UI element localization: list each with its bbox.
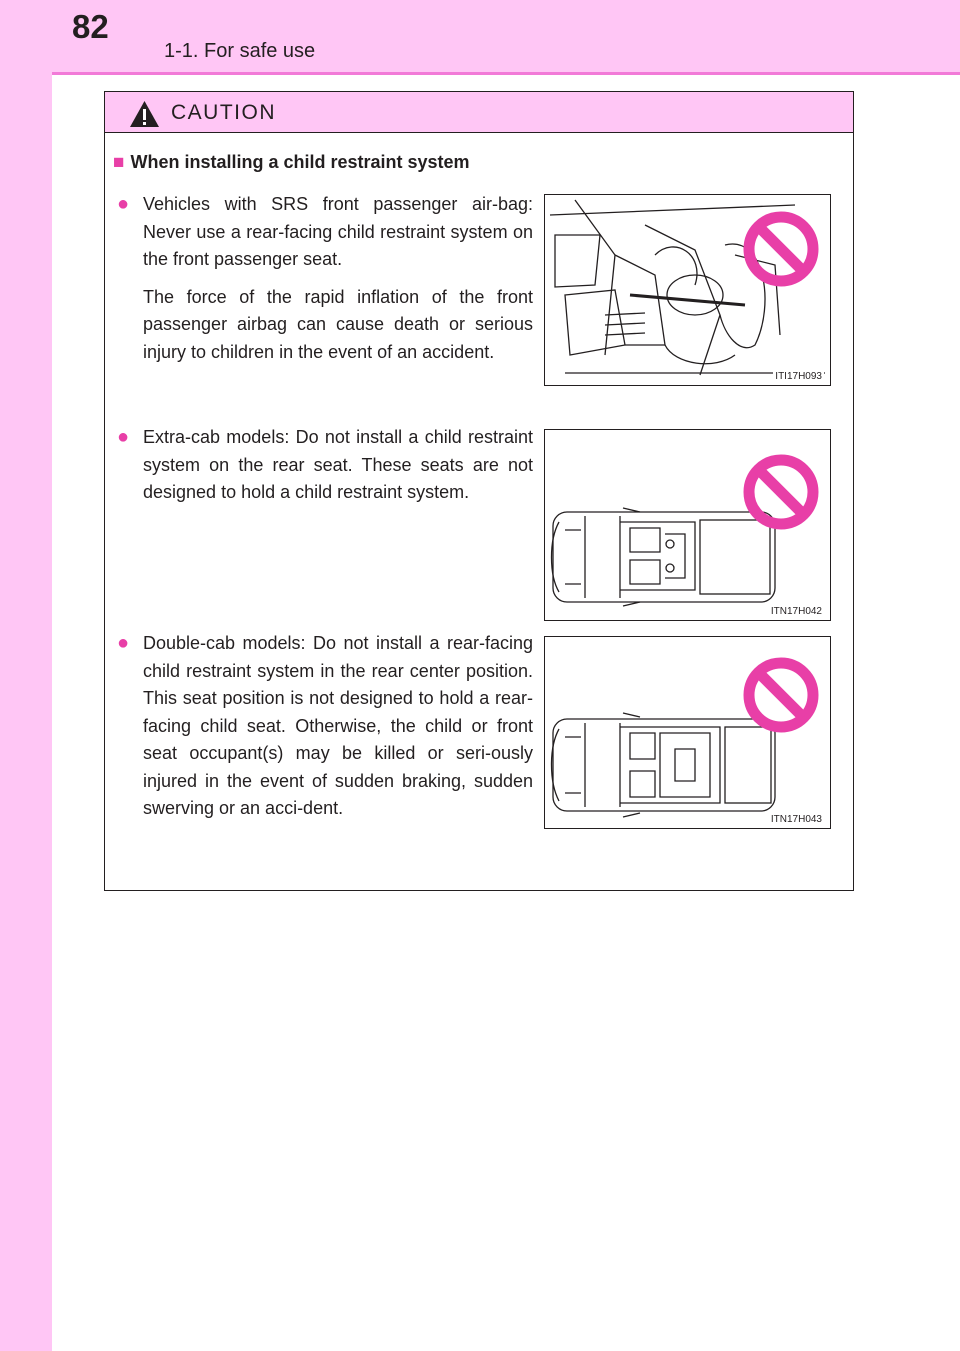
round-bullet-icon: ● [117, 426, 130, 448]
prohibited-icon [749, 460, 813, 524]
double-cab-topview-illustration [545, 637, 831, 829]
item-text: The force of the rapid inflation of the front passenger airbag can cause death or serious injury to children in the event of an accident. [143, 286, 533, 362]
page-number: 82 [72, 8, 109, 45]
figure-front-seat-airbag [544, 194, 831, 386]
caution-header [105, 92, 853, 133]
subheading-text: When installing a child restraint system [130, 152, 470, 172]
figure-code: ITN17H043 [770, 814, 822, 825]
item-text: Double-cab models: Do not install a rear-facing child restraint system in the rear center position. This seat position is not designed to hold a rear-facing child seat. Otherwise, the child or front seat occupant(s) may be killed or seri-ously injured in the event of sudden braking, sudden swerving or an acci-dent. [143, 633, 533, 818]
caution-title: CAUTION [171, 101, 276, 124]
side-color-band [0, 0, 52, 1351]
round-bullet-icon: ● [117, 193, 130, 215]
extra-cab-topview-illustration [545, 430, 831, 621]
figure-code: ITN17H042 [770, 606, 822, 617]
caution-item-extra-cab [117, 424, 533, 507]
section-title: 1-1. For safe use [164, 40, 316, 62]
warning-triangle-icon [129, 100, 160, 128]
figure-extra-cab [544, 429, 831, 621]
square-bullet-icon: ■ [113, 152, 125, 173]
header-band [0, 0, 960, 74]
prohibited-icon [749, 663, 813, 727]
caution-item-double-cab [117, 630, 533, 823]
front-seat-airbag-illustration [545, 195, 831, 386]
item-text: Extra-cab models: Do not install a child restraint system on the rear seat. These seats are not designed to hold a child restraint system. [143, 427, 533, 502]
round-bullet-icon: ● [117, 632, 130, 654]
header-rule [52, 72, 960, 75]
caution-item-front-airbag [117, 191, 533, 366]
subheading [113, 152, 470, 174]
figure-code: ITI17H093 [775, 371, 822, 382]
caution-box [104, 91, 854, 891]
prohibited-icon [749, 217, 813, 281]
item-text: Vehicles with SRS front passenger air-bag: Never use a rear-facing child restraint system on the front passenger seat. [143, 194, 533, 269]
figure-double-cab [544, 636, 831, 829]
